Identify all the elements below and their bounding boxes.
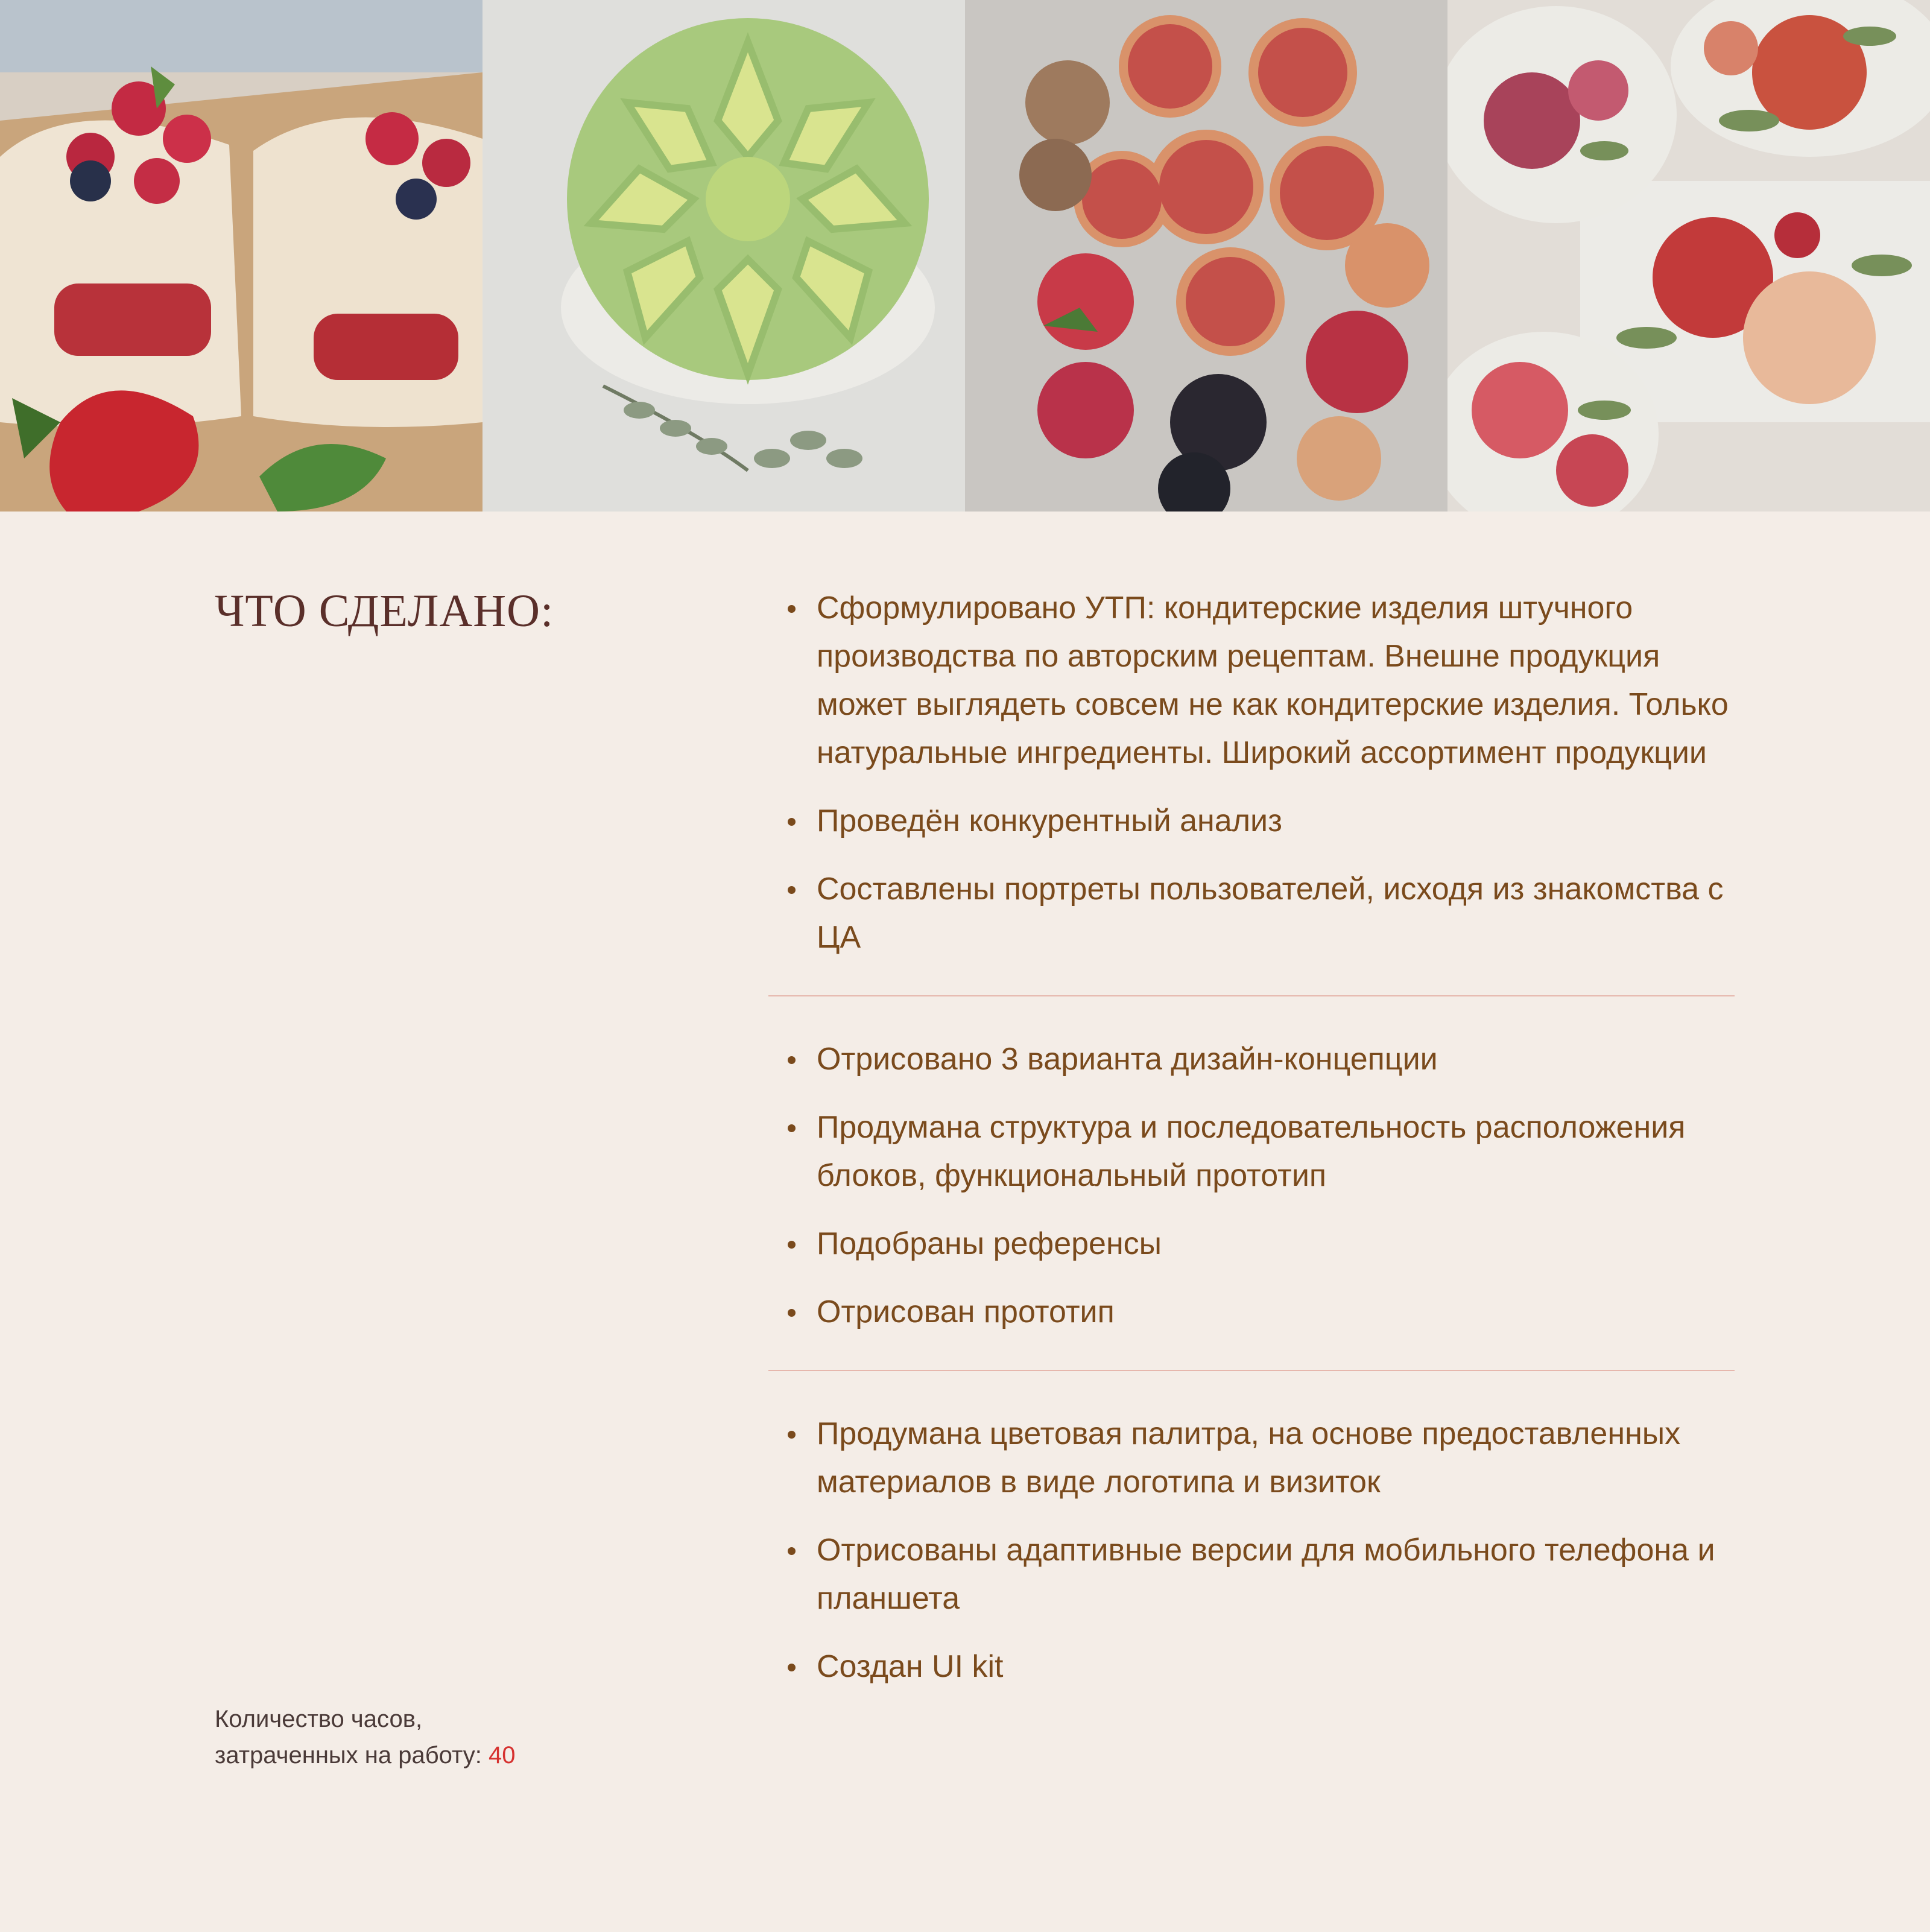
list-item: Сформулировано УТП: кондитерские изделия штучного производства по авторским рецептам. Внешне продукция может выглядеть совсем не как кондитерские изделия. Только натуральные ингредиенты. Широкий ассортимент продукции [768, 584, 1735, 777]
hours-value: 40 [488, 1742, 516, 1769]
list-item: Продумана структура и последовательность расположения блоков, функциональный прототип [768, 1103, 1735, 1200]
list-item: Подобраны референсы [768, 1220, 1735, 1268]
photo-meringue-roll [0, 0, 482, 512]
list-item: Отрисован прототип [768, 1288, 1735, 1336]
list-item: Отрисованы адаптивные версии для мобильного телефона и планшета [768, 1526, 1735, 1623]
work-group-research [768, 584, 1735, 961]
work-group-prototype [768, 1035, 1735, 1336]
hours-label-line2 [215, 1737, 515, 1773]
list-item: Создан UI kit [768, 1642, 1735, 1691]
list-item: Продумана цветовая палитра, на основе предоставленных материалов в виде логотипа и визиток [768, 1410, 1735, 1506]
photo-flower-cakes [1448, 0, 1930, 512]
hours-note [215, 1701, 515, 1773]
hours-label: затраченных на работу: [215, 1742, 489, 1769]
list-item: Составлены портреты пользователей, исходя из знакомства с ЦА [768, 865, 1735, 961]
photo-green-mousse-cake [482, 0, 965, 512]
section-title: ЧТО СДЕЛАНО: [215, 586, 554, 636]
photo-gallery [0, 0, 1930, 512]
list-item: Проведён конкурентный анализ [768, 797, 1735, 845]
hours-label-line1: Количество часов, [215, 1706, 423, 1732]
group-divider [768, 1370, 1735, 1371]
group-divider [768, 995, 1735, 996]
list-item: Отрисовано 3 варианта дизайн-концепции [768, 1035, 1735, 1083]
work-group-design [768, 1410, 1735, 1691]
work-list [768, 584, 1735, 1691]
photo-tartlets [965, 0, 1448, 512]
